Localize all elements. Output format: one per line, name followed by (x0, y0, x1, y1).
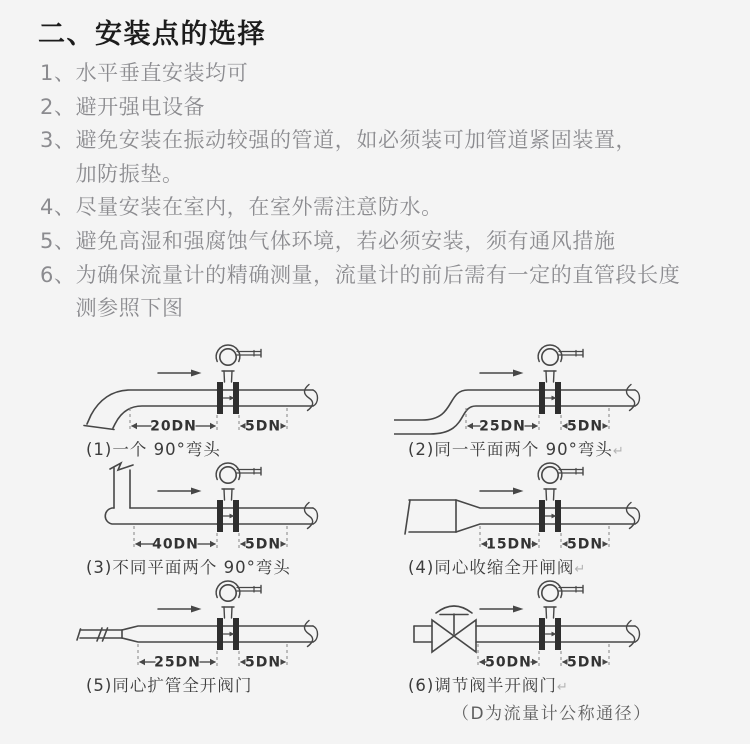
diagram-caption: (2)同一平面两个 90°弯头↵ (408, 440, 625, 459)
return-mark: ↵ (556, 680, 569, 695)
list-item-text: 避开强电设备 (75, 94, 206, 119)
flow-direction-arrow-icon (158, 606, 202, 613)
list-item-text: 为确保流量计的精确测量，流量计的前后需有一定的直管段长度 (75, 262, 681, 287)
return-mark: ↵ (612, 444, 625, 459)
flow-meter-icon (216, 581, 261, 650)
dimension-label: 5DN (244, 654, 282, 671)
diagram-4-concentric-reducer (394, 458, 716, 576)
diagram-caption: (3)不同平面两个 90°弯头 (86, 558, 291, 577)
list-item (40, 191, 720, 225)
dimension-label: 5DN (566, 418, 604, 435)
dimension-25DN (138, 644, 217, 671)
dimension-40DN (134, 526, 217, 553)
footnote: （D为流量计公称通径） (452, 704, 652, 724)
diagram-1-one-elbow (72, 340, 394, 458)
flow-meter-icon (538, 345, 583, 414)
dimension-5DN (239, 644, 287, 671)
dimension-label: 20DN (150, 418, 197, 435)
list-item (40, 57, 720, 91)
pipe-feature-valve (414, 606, 539, 652)
flow-direction-arrow-icon (480, 606, 524, 613)
dimension-5DN (561, 408, 609, 435)
dimension-20DN (130, 408, 217, 435)
flow-direction-arrow-icon (158, 370, 202, 377)
list-item-number: 5、 (40, 228, 76, 253)
list-item-number: 6、 (40, 262, 76, 287)
dimension-25DN (466, 408, 539, 435)
list-item-number: 2、 (40, 94, 76, 119)
diagram-caption: (1)一个 90°弯头 (86, 440, 221, 459)
pipe-feature-riser (105, 463, 217, 524)
list-item (40, 124, 720, 191)
list-item-number: 3、 (40, 128, 76, 153)
dimension-label: 5DN (566, 654, 604, 671)
flow-meter-icon (216, 463, 261, 532)
list-item-text: 加防振垫。 (75, 161, 184, 186)
dimension-50DN (478, 644, 539, 671)
dimension-label: 25DN (479, 418, 526, 435)
flow-meter-icon (216, 345, 261, 414)
flow-meter-icon (538, 463, 583, 532)
page-title: 二、安装点的选择 (38, 19, 266, 50)
dimension-15DN (480, 526, 539, 553)
pipe-diagram-drawing (394, 458, 694, 554)
dimension-5DN (239, 526, 287, 553)
list-item (40, 91, 720, 125)
dimension-5DN (561, 644, 609, 671)
diagram-2-two-elbows-same-plane (394, 340, 716, 458)
install-notes-list (40, 57, 720, 326)
pipe-diagram-drawing (394, 576, 694, 672)
dimension-label: 15DN (486, 536, 533, 553)
list-item (40, 225, 720, 259)
flow-direction-arrow-icon (158, 488, 202, 495)
diagram-3-two-elbows-diff-plane (72, 458, 394, 576)
dimension-5DN (239, 408, 287, 435)
diagram-grid (72, 340, 716, 694)
list-item-number: 1、 (40, 61, 76, 85)
return-mark: ↵ (574, 562, 587, 577)
diagram-caption: (6)调节阀半开阀门↵ (408, 676, 569, 695)
pipe-diagram-drawing (72, 458, 372, 554)
pipe-feature-expander (77, 626, 217, 642)
list-item-text: 尽量安装在室内，在室外需注意防水。 (75, 195, 443, 220)
pipe-diagram-drawing (394, 340, 694, 436)
dimension-label: 5DN (244, 418, 282, 435)
list-item (40, 259, 720, 326)
diagram-caption: (4)同心收缩全开闸阀↵ (408, 558, 587, 577)
diagram-5-concentric-expander (72, 576, 394, 694)
list-item-text: 避免高湿和强腐蚀气体环境，若必须安装，须有通风措施 (75, 228, 616, 253)
diagram-6-half-open-valve (394, 576, 716, 694)
dimension-label: 5DN (566, 536, 604, 553)
dimension-label: 50DN (485, 654, 532, 671)
list-item-text: 测参照下图 (75, 296, 184, 321)
pipe-feature-reducer (405, 500, 539, 534)
dimension-label: 25DN (154, 654, 201, 671)
flow-direction-arrow-icon (480, 488, 524, 495)
dimension-label: 5DN (244, 536, 282, 553)
list-item-number: 4、 (40, 195, 76, 220)
list-item-text: 避免安装在振动较强的管道，如必须装可加管道紧固装置， (75, 128, 638, 153)
pipe-diagram-drawing (72, 576, 372, 672)
list-item-text: 水平垂直安装均可 (75, 61, 249, 85)
pipe-diagram-drawing (72, 340, 372, 436)
diagram-caption: (5)同心扩管全开阀门 (86, 676, 253, 695)
dimension-5DN (561, 526, 609, 553)
dimension-label: 40DN (152, 536, 199, 553)
flow-meter-icon (538, 581, 583, 650)
flow-direction-arrow-icon (480, 370, 524, 377)
